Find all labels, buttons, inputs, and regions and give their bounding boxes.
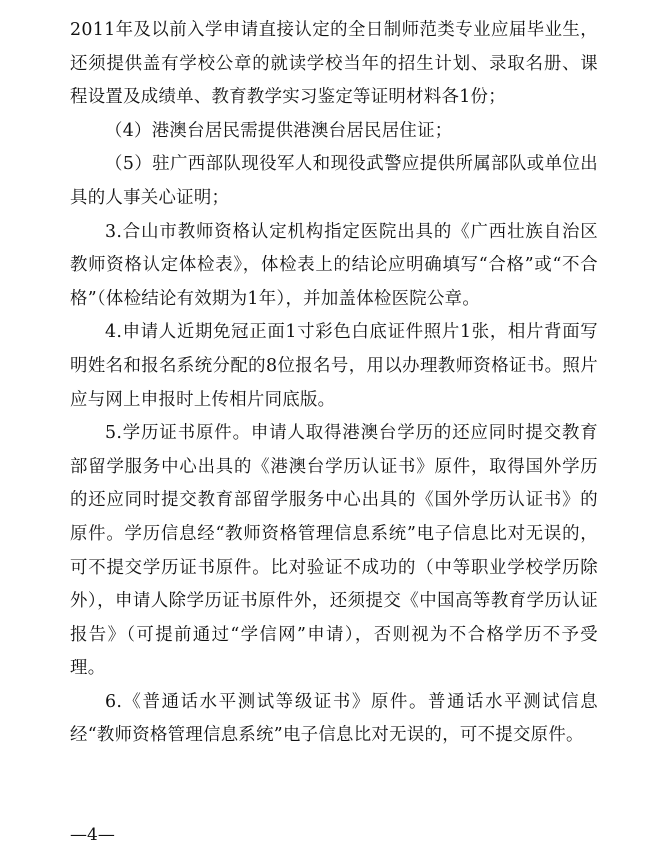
paragraph-item-4: （4）港澳台居民需提供港澳台居民居住证；: [105, 120, 453, 141]
page-number: —4—: [70, 825, 115, 845]
paragraph-section-5: 5.学历证书原件。申请人取得港澳台学历的还应同时提交教育部留学服务中心出具的《港澳台学历认证书》原件，取得国外学历的还应同时提交教育部留学服务中心出具的《国外学历认证书》的原件。学历信息经“教师资格管理信息系统”电子信息比对无误的，可不提交学历证书原件。比对验证不成功的（中等职业学校学历除外），申请人除学历证书原件外，还须提交《中国高等教育学历认证报告》（可提前通过“学信网”申请），否则视为不合格学历不予受理。: [70, 423, 598, 679]
paragraph-continuation: 2011年及以前入学申请直接认定的全日制师范类专业应届毕业生，还须提供盖有学校公章的就读学校当年的招生计划、录取名册、课程设置及成绩单、教育教学实习鉴定等证明材料各1份；: [70, 20, 598, 108]
paragraph-section-4: 4.申请人近期免冠正面1寸彩色白底证件照片1张，相片背面写明姓名和报名系统分配的8位报名号，用以办理教师资格证书。照片应与网上申报时上传相片同底版。: [70, 322, 598, 410]
paragraph-section-3: 3.合山市教师资格认定机构指定医院出具的《广西壮族自治区教师资格认定体检表》，体检表上的结论应明确填写“合格”或“不合格”（体检结论有效期为1年），并加盖体检医院公章。: [70, 221, 598, 309]
paragraph-item-5: （5）驻广西部队现役军人和现役武警应提供所属部队或单位出具的人事关心证明；: [70, 154, 598, 208]
paragraph-section-6: 6.《普通话水平测试等级证书》原件。普通话水平测试信息经“教师资格管理信息系统”电子信息比对无误的，可不提交原件。: [70, 691, 598, 746]
document-body: [70, 14, 598, 753]
